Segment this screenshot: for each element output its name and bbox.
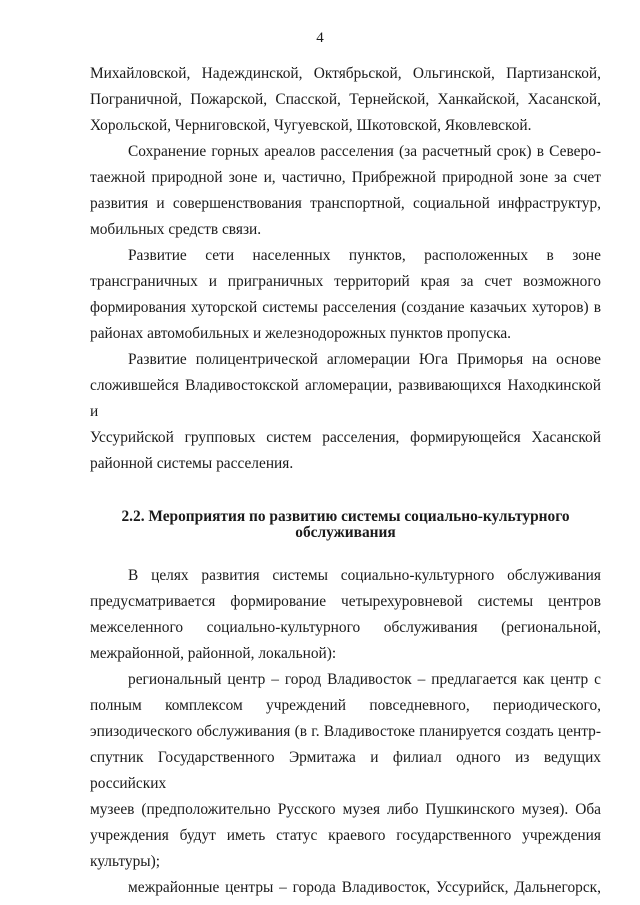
text-line: Пограничной, Пожарской, Спасской, Тернейской, Ханкайской, Хасанской, xyxy=(90,91,601,108)
text-line: сложившейся Владивостокской агломерации, развивающихся Находкинской и xyxy=(90,377,601,420)
text-line: полным комплексом учреждений повседневного, периодического, xyxy=(90,697,601,714)
text-line: Уссурийской групповых систем расселения, формирующейся Хасанской xyxy=(90,429,601,446)
text-line: межрайонной, районной, локальной): xyxy=(90,645,337,662)
text-line: музеев (предположительно Русского музея либо Пушкинского музея). Оба xyxy=(90,801,601,818)
paragraph-regional-center xyxy=(90,667,601,875)
section-heading-line: обслуживания xyxy=(295,524,396,541)
text-line: районной системы расселения. xyxy=(90,455,294,472)
text-line: эпизодического обслуживания (в г. Владивостоке планируется создать центр- xyxy=(90,723,601,740)
text-line: Сохранение горных ареалов расселения (за расчетный срок) в Северо- xyxy=(128,143,601,160)
text-line: Михайловской, Надеждинской, Октябрьской, Ольгинской, Партизанской, xyxy=(90,65,601,82)
section-heading-line: 2.2. Мероприятия по развитию системы социально-культурного xyxy=(121,508,570,525)
text-line: культуры); xyxy=(90,853,161,870)
section-heading xyxy=(90,509,601,541)
text-line: предусматривается формирование четырехуровневой системы центров xyxy=(90,593,601,610)
text-line: межселенного социально-культурного обслуживания (региональной, xyxy=(90,619,601,636)
text-line: спутник Государственного Эрмитажа и филиал одного из ведущих российских xyxy=(90,749,601,792)
body-text xyxy=(90,61,601,901)
text-line: трансграничных и приграничных территорий края за счет возможного xyxy=(90,273,601,290)
text-line: межрайонные центры – города Владивосток, Уссурийск, Дальнегорск, xyxy=(128,879,601,896)
text-line: развития и совершенствования транспортной, социальной инфраструктур, xyxy=(90,195,601,212)
text-line: региональный центр – город Владивосток – предлагается как центр с xyxy=(128,671,601,688)
paragraph-four-level-system xyxy=(90,563,601,667)
paragraph-interdistrict-centers xyxy=(90,875,601,901)
text-line: мобильных средств связи. xyxy=(90,221,262,238)
text-line: таежной природной зоне и, частично, Прибрежной природной зоне за счет xyxy=(90,169,601,186)
text-line: Хорольской, Черниговской, Чугуевской, Шкотовской, Яковлевской. xyxy=(90,117,532,134)
text-line: В целях развития системы социально-культурного обслуживания xyxy=(128,567,601,584)
text-line: Развитие сети населенных пунктов, расположенных в зоне xyxy=(128,247,601,264)
paragraph-border-settlements xyxy=(90,243,601,347)
text-line: формирования хуторской системы расселения (создание казачьих хуторов) в xyxy=(90,299,601,316)
text-line: районах автомобильных и железнодорожных пунктов пропуска. xyxy=(90,325,512,342)
page-number: 4 xyxy=(316,30,324,46)
paragraph-districts-list xyxy=(90,61,601,139)
paragraph-mountain-areas xyxy=(90,139,601,243)
paragraph-agglomeration xyxy=(90,347,601,477)
text-line: учреждения будут иметь статус краевого государственного учреждения xyxy=(90,827,601,844)
text-line: Развитие полицентрической агломерации Юга Приморья на основе xyxy=(128,351,601,368)
